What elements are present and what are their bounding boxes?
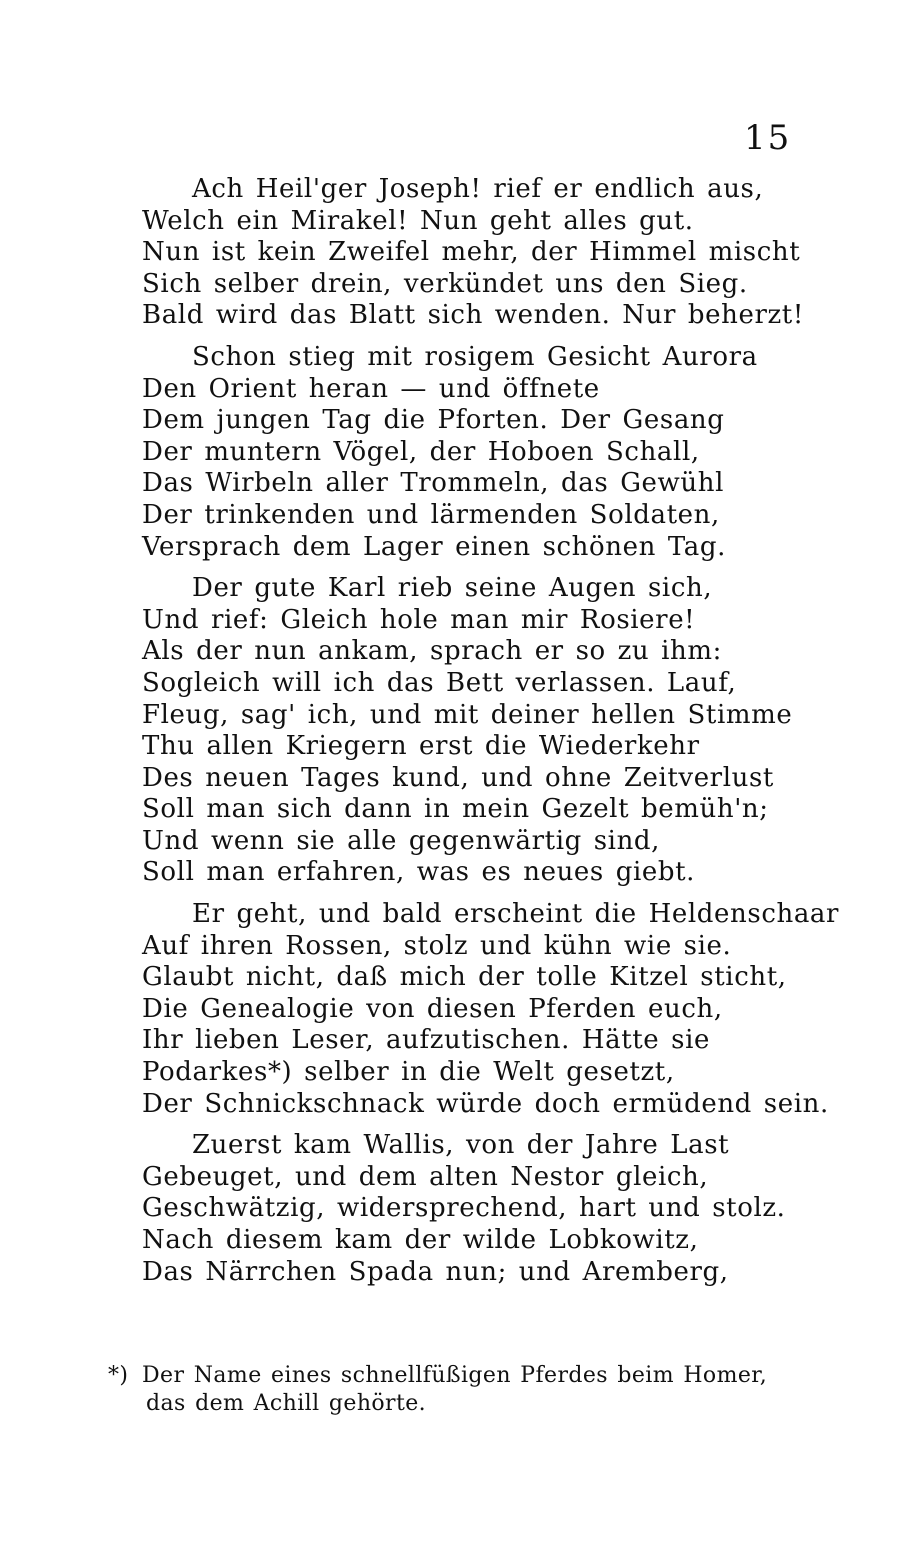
verse-line: Den Orient heran — und öffnete [142,373,600,404]
verse-line: Sogleich will ich das Bett verlassen. Lauf, [142,667,737,698]
verse-line: Als der nun ankam, sprach er so zu ihm: [142,636,723,667]
verse-line: Er geht, und bald erscheint die Heldenschaar [192,899,840,930]
verse-line: Und wenn sie alle gegenwärtig sind, [142,825,661,856]
verse-line: Das Wirbeln aller Trommeln, das Gewühl [142,468,725,499]
verse-line: Versprach dem Lager einen schönen Tag. [142,531,726,562]
verse-line: Schon stieg mit rosigem Gesicht Aurora [192,341,758,372]
verse-line: Dem jungen Tag die Pforten. Der Gesang [142,405,725,436]
verse-line: Der Schnickschnack würde doch ermüdend sein. [142,1088,829,1119]
verse-line: Ach Heil'ger Joseph! rief er endlich aus, [192,174,764,204]
verse-line: Gebeuget, und dem alten Nestor gleich, [142,1161,709,1192]
verse-line: Nun ist kein Zweifel mehr, der Himmel mischt [142,237,801,268]
verse-line: Fleug, sag' ich, und mit deiner hellen Stimme [142,699,793,730]
footnote [108,1362,808,1418]
verse-line: Nach diesem kam der wilde Lobkowitz, [142,1225,699,1255]
footnote-marker: *) [108,1363,129,1388]
stanza [142,1130,802,1288]
verse-line: Bald wird das Blatt sich wenden. Nur beherzt! [142,300,804,331]
verse-line: Ihr lieben Leser, aufzutischen. Hätte sie [142,1025,711,1056]
verse-line: Podarkes*) selber in die Welt gesetzt, [142,1057,675,1088]
verse-line: Sich selber drein, verkündet uns den Sieg. [142,268,748,299]
page-number: 15 [744,118,792,158]
stanza [142,174,802,332]
verse-line: Der gute Karl rieb seine Augen sich, [192,573,713,604]
verse-line: Die Genealogie von diesen Pferden euch, [142,993,723,1024]
stanza [142,899,840,1120]
verse-line: Der muntern Vögel, der Hoboen Schall, [142,436,700,467]
stanza [142,573,802,889]
verse-line: Der trinkenden und lärmenden Soldaten, [142,499,720,530]
verse-line: Soll man erfahren, was es neues giebt. [142,857,696,888]
verse-line: Zuerst kam Wallis, von der Jahre Last [192,1130,730,1161]
verse-line: Welch ein Mirakel! Nun geht alles gut. [142,205,694,236]
footnote-line: das dem Achill gehörte. [146,1391,427,1416]
verse-line: Glaubt nicht, daß mich der tolle Kitzel sticht, [142,962,787,993]
verse-line: Soll man sich dann in mein Gezelt bemüh'n; [142,794,769,825]
footnote-line [108,1362,808,1390]
poem-text [142,174,840,1298]
stanza [142,342,802,563]
verse-line: Thu allen Kriegern erst die Wiederkehr [142,731,700,762]
verse-line: Des neuen Tages kund, und ohne Zeitverlust [142,762,774,793]
verse-line: Geschwätzig, widersprechend, hart und stolz. [142,1193,786,1224]
verse-line: Auf ihren Rossen, stolz und kühn wie sie. [142,930,732,961]
verse-line: Das Närrchen Spada nun; und Aremberg, [142,1256,729,1287]
footnote-text: Der Name eines schnellfüßigen Pferdes beim Homer, [142,1363,768,1388]
verse-line: Und rief: Gleich hole man mir Rosiere! [142,604,696,635]
